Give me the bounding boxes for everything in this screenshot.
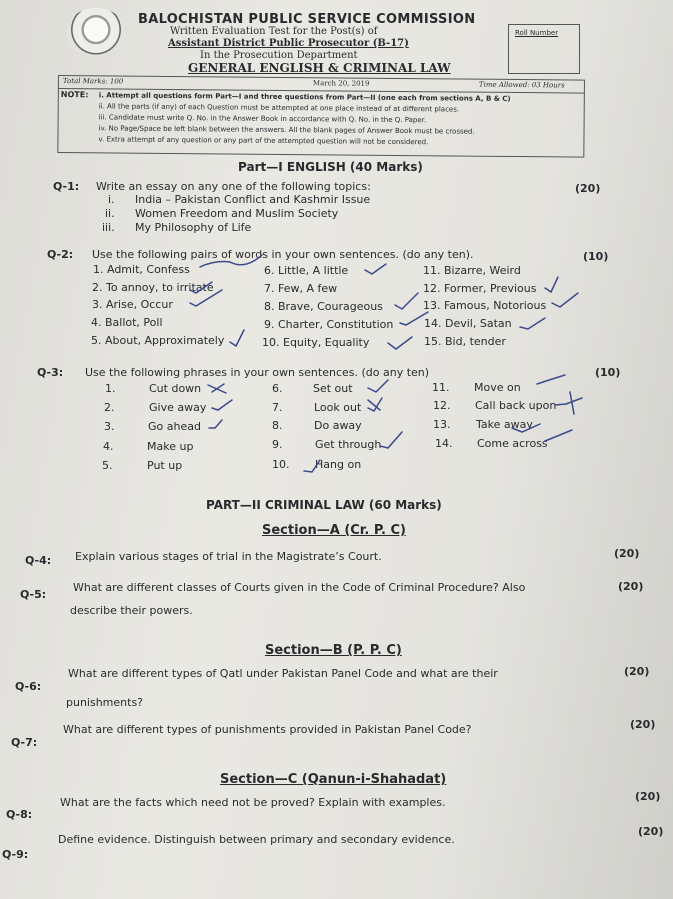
q8-number: Q-8: (6, 808, 33, 821)
q9-marks: (20) (638, 825, 664, 838)
word-pair: 8. Brave, Courageous (264, 300, 383, 313)
phrase-number: 8. (272, 419, 283, 432)
phrase-text: Cut down (149, 382, 202, 395)
commission-logo (66, 8, 126, 56)
topic-text: India – Pakistan Conflict and Kashmir Issue (135, 193, 371, 206)
word-pair: 9. Charter, Constitution (264, 318, 394, 331)
q7-text: What are different types of punishments provided in Pakistan Panel Code? (63, 723, 472, 736)
topic-number: i. (108, 193, 115, 206)
phrase-text: Look out (314, 401, 362, 414)
org-name: BALOCHISTAN PUBLIC SERVICE COMMISSION (138, 12, 476, 27)
time-allowed: Time Allowed: 03 Hours (478, 80, 565, 90)
q5-marks: (20) (618, 580, 644, 593)
topic-text: Women Freedom and Muslim Society (135, 207, 339, 220)
word-pair: 7. Few, A few (264, 282, 338, 295)
q2-number: Q-2: (47, 248, 74, 261)
post-title: Assistant District Public Prosecutor (B-17) (168, 38, 409, 49)
note-item: v. Extra attempt of any question or any part of the attempted question will not be considered. (98, 135, 429, 147)
roll-number-box (508, 24, 580, 74)
word-pair: 3. Arise, Occur (92, 298, 173, 311)
phrase-text: Call back upon (475, 399, 557, 412)
q4-text: Explain various stages of trial in the Magistrate’s Court. (75, 550, 382, 563)
total-marks: Total Marks: 100 (62, 77, 124, 86)
q7-marks: (20) (630, 718, 656, 731)
topic-number: ii. (105, 207, 115, 220)
section-b-title: Section—B (P. P. C) (265, 643, 402, 658)
phrase-text: Set out (313, 382, 353, 395)
word-pair: 2. To annoy, to irritate (92, 281, 214, 294)
q6-number: Q-6: (15, 680, 42, 693)
q2-text: Use the following pairs of words in your own sentences. (do any ten). (92, 248, 474, 261)
q7-number: Q-7: (11, 736, 38, 749)
q8-marks: (20) (635, 790, 661, 803)
subject-title: GENERAL ENGLISH & CRIMINAL LAW (188, 61, 451, 75)
note-item: ii. All the parts (if any) of each Question must be attempted at one place instead of at different places. (98, 102, 460, 114)
topic-number: iii. (102, 221, 115, 234)
phrase-text: Hang on (315, 458, 362, 471)
note-item: iv. No Page/Space be left blank between the answers. All the blank pages of Answer Book must be crossed. (98, 124, 475, 136)
q9-number: Q-9: (2, 848, 29, 861)
word-pair: 13. Famous, Notorious (423, 299, 547, 312)
phrase-number: 2. (104, 401, 115, 414)
word-pair: 4. Ballot, Poll (91, 316, 163, 329)
q6-marks: (20) (624, 665, 650, 678)
note-item: iii. Candidate must write Q. No. in the Answer Book in accordance with Q. No. in the Q. Paper. (98, 113, 427, 125)
phrase-number: 12. (433, 399, 451, 412)
word-pair: 1. Admit, Confess (93, 263, 190, 276)
section-c-title: Section—C (Qanun-i-Shahadat) (220, 772, 447, 787)
q6-text-line1: What are different types of Qatl under Pakistan Panel Code and what are their (68, 667, 498, 680)
q9-text: Define evidence. Distinguish between primary and secondary evidence. (58, 833, 455, 846)
q1-number: Q-1: (53, 180, 80, 193)
q1-text: Write an essay on any one of the following topics: (96, 180, 371, 193)
phrase-number: 1. (105, 382, 116, 395)
section-a-title: Section—A (Cr. P. C) (262, 523, 406, 538)
q3-marks: (10) (595, 366, 621, 379)
phrase-number: 13. (433, 418, 451, 431)
q2-marks: (10) (583, 250, 609, 263)
phrase-text: Do away (314, 419, 362, 432)
exam-date: March 20, 2019 (312, 79, 370, 88)
phrase-number: 11. (432, 381, 450, 394)
word-pair: 6. Little, A little (264, 264, 349, 277)
phrase-text: Give away (149, 401, 207, 414)
phrase-number: 7. (272, 401, 283, 414)
roll-number-label: Roll Number (515, 29, 559, 37)
phrase-text: Get through (315, 438, 382, 451)
phrase-number: 5. (102, 459, 113, 472)
q1-marks: (20) (575, 182, 601, 195)
note-item: i. Attempt all questions form Part—I and three questions from Part—II (one each from sections A, B & C) (98, 91, 511, 103)
q6-text-line2: punishments? (66, 696, 144, 709)
phrase-text: Move on (474, 381, 521, 394)
word-pair: 12. Former, Previous (423, 282, 537, 295)
q4-number: Q-4: (25, 554, 52, 567)
q4-marks: (20) (614, 547, 640, 560)
phrase-text: Take away (476, 418, 533, 431)
phrase-text: Come across (477, 437, 548, 450)
phrase-text: Go ahead (148, 420, 201, 433)
word-pair: 5. About, Approximately (91, 334, 225, 347)
note-label: NOTE: (60, 90, 89, 100)
q5-text-line1: What are different classes of Courts given in the Code of Criminal Procedure? Also (73, 581, 526, 594)
phrase-number: 3. (104, 420, 115, 433)
phrase-text: Make up (147, 440, 194, 453)
part1-title: Part—I ENGLISH (40 Marks) (238, 160, 423, 174)
department: In the Prosecution Department (200, 50, 358, 61)
topic-text: My Philosophy of Life (135, 221, 252, 234)
phrase-number: 14. (435, 437, 453, 450)
word-pair: 10. Equity, Equality (262, 336, 370, 349)
word-pair: 11. Bizarre, Weird (423, 264, 521, 277)
phrase-number: 4. (103, 440, 114, 453)
phrase-number: 10. (272, 458, 290, 471)
phrase-text: Put up (147, 459, 183, 472)
word-pair: 14. Devil, Satan (424, 317, 512, 330)
header-line1: Written Evaluation Test for the Post(s) of (170, 26, 378, 37)
q3-text: Use the following phrases in your own sentences. (do any ten) (85, 366, 430, 379)
phrase-number: 9. (272, 438, 283, 451)
q3-number: Q-3: (37, 366, 64, 379)
part2-title: PART—II CRIMINAL LAW (60 Marks) (206, 498, 442, 512)
word-pair: 15. Bid, tender (424, 335, 506, 348)
instructions-box (57, 75, 585, 158)
q5-number: Q-5: (20, 588, 47, 601)
phrase-number: 6. (272, 382, 283, 395)
q8-text: What are the facts which need not be proved? Explain with examples. (60, 796, 446, 809)
q5-text-line2: describe their powers. (70, 604, 193, 617)
